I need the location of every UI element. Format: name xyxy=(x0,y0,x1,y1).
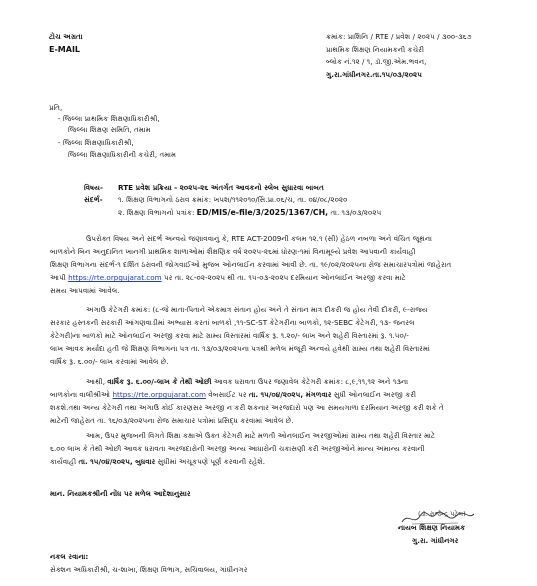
para3-line4: માટેની જાહેરાત તા. ૧૬/૦૩/૨૦૨૫ના રોજ સમાચાર પત્રોમાં પ્રસિદ્ધ કરવામાં આવેલ છે. xyxy=(50,416,294,425)
para3-line2: બાળકોના વાલીશ્રીઓ https://rte.orpgujarat.com વેબસાઈટ પર તા. ૧૫/૦૪/૨૦૨૫, મંગળવાર સુધી ઓનલાઈન અરજી કરી xyxy=(50,390,417,399)
signatory-title: નાયબ શિક્ષણ નિયામક xyxy=(398,523,466,532)
reference-label: સંદર્ભ- xyxy=(84,195,103,204)
para2-line4: લાખ આવક મર્યાદા હતી જે શિક્ષણ વિભાગના પત્ર તા. ૧૩/૦૩/૨૦૨૫ના પત્રથી મળેલ મંજૂરી અન્વયે હવેથી ગ્રામ્ય તથા શહેરી વિસ્તારમાં xyxy=(50,344,430,353)
para3-line1: આથી, વાર્ષિક રૂ. ૬.૦૦/-લાખ કે તેથી ઓછી આવક ધરાવતા ઉપર જણાવેલ કેટેગરી ક્રમાંક: ૮,૯,૧૧,૧૨ અને ૧૩ના xyxy=(86,377,409,386)
subject-label: વિષય- xyxy=(84,183,103,192)
copy-recipient: સેક્શન અધિકારીશ્રી, ચ-શાખા, શિક્ષણ વિભાગ, સચિવાલય, ગાંધીનગર xyxy=(50,565,248,574)
recipient-line-4: જિલ્લા શિક્ષણાધિકારીની કચેરી, તમામ xyxy=(68,150,177,159)
recipient-line-2: જિલ્લા શિક્ષણ સમિતિ, તમામ xyxy=(68,125,151,134)
rte-website-link[interactable]: https://rte.orpgujarat.com xyxy=(68,273,162,282)
subject-text: RTE પ્રવેશ પ્રક્રિયા - ૨૦૨૫-૨૬ અંતર્ગત આવકનો સ્લેબ સુધારવા બાબત xyxy=(118,183,324,192)
para4-line2: ૬.૦૦ લાખ કે તેથી ઓછી આવક ધરાવતા અરજદારોની અરજી અન્ય આધારોની ચકાસણી કરી અરજીઓને માન્ય અમાન્ય કરવાની xyxy=(50,444,425,453)
reference-2: ૨. શિક્ષણ વિભાગનો પત્રાંક: ED/MIS/e-file/3/2025/1367/CH, તા. ૧૩/૦૩/૨૦૨૫ xyxy=(118,208,382,217)
recipient-line-3: - જિલ્લા શિક્ષણાધિકારીશ્રી, xyxy=(58,138,134,147)
letter-date: ગુ.રા.ગાંધીનગર.તા.૧૫/૦૩/૨૦૨૫ xyxy=(326,70,422,79)
priority-label: ટોચ અગ્રતા xyxy=(49,32,83,41)
para2-line1: અગાઉ કેટેગરી ક્રમાંક: (૮-જે માતા-પિતાને એકમાત્ર સંતાન હોય અને તે સંતાન માત્ર દીકરી જ હોય તેવી દીકરી, ૯-રાજ્ય xyxy=(86,305,428,314)
para4-line1: આમ, ઉપર મુજબની વિગતે શિક્ષા કક્ષાએ ઉક્ત કેટેગરી માટે મળતી ઓનલાઈન અરજીઓમાં ગ્રામ્ય તથા શહેરી વિસ્તાર માટે xyxy=(86,431,436,440)
para4-line3: કાર્યવાહી તા. ૧૫/૦૪/૨૦૨૫, બુધવાર સુધીમાં અચૂકપણે પૂર્ણ કરવાની રહેશે. xyxy=(50,457,266,466)
para2-line5: વાર્ષિક રૂ. ૬.૦૦/- લાખ કરવામાં આવેલ છે. xyxy=(50,357,169,366)
para1-line5: સમય આપવામાં આવેલ. xyxy=(50,286,120,295)
copy-label: નકલ રવાના: xyxy=(50,552,89,561)
reference-2-code: ED/MIS/e-file/3/2025/1367/CH, xyxy=(196,208,329,217)
reference-1: ૧. શિક્ષણ વિભાગનો ઠરાવ ક્રમાંક: ખપશ/૧૧૨૦૧૦/સિ.પ્રા.૦૬/ચ, તા. ૦૪/૦૮/૨૦૨૦ xyxy=(118,195,348,204)
para1-line4: આપી https://rte.orpgujarat.com પર તા. ૨૮-૦૨-૨૦૨૫ થી તા. ૧૫-૦૩-૨૦૨૫ દરમિયાન ઓનલાઈન અરજી કરવા માટે xyxy=(50,273,406,282)
signatory-place: ગુ.રા. ગાંધીનગર xyxy=(412,536,459,545)
signatory-name: (ડૉ. રાજેન્દ્ર પટેલ) xyxy=(418,510,466,518)
para1-line3: શિક્ષણ વિભાગના સંદર્ભ-૧ દર્શિત ઠરાવની જોગવાઈઓ મુજબ ઓનલાઈન કરવામાં આવી છે. તા. ૧૯/૦૨/૨૦૨૫ના રોજ સમાચારપત્રોમાં જાહેરાત xyxy=(50,260,452,269)
approval-note: માન. નિયામકશ્રીની નોંધ પર મળેલ આદેશાનુસાર xyxy=(50,489,191,498)
para1-line1: ઉપરોક્ત વિષય અને સંદર્ભ અન્વયે જણાવવાનું કે, RTE ACT-2009ની કલમ ૧૨.૧ (સી) હેઠળ નબળા અને વંચિત જૂથના xyxy=(86,234,433,243)
office-address: બ્લોક નં.૧૨ / ૧, ડૉ.જી.એમ.ભવન, xyxy=(326,57,427,66)
email-label: E-MAIL xyxy=(49,45,81,54)
para2-line2: સરકાર હસ્તકની સરકારી આંગણવાડીમાં અભ્યાસ કરતાં બાળકો ,૧૧-SC-ST કેટેગરીના બાળકો, ૧૨-SEBC કેટેગરી, ૧૩- જનરલ xyxy=(50,318,415,327)
para2-line3: કેટેગરી)ના બાળકો માટે ઓનલાઈન અરજી કરવા માટે ગ્રામ્ય વિસ્તારમાં વાર્ષિક રૂ. ૧.૨૦/- લાખ અને શહેરી વિસ્તારમાં રૂ. ૧.૫૦/- xyxy=(50,331,409,340)
para1-line2: બાળકોને બિન અનુદાનિત ખાનગી પ્રાથમિક શાળાઓમાં શૈક્ષણિક વર્ષ ૨૦૨૫-૨૬માં ધોરણ-૧માં વિનામૂલ્યે પ્રવેશ આપવાની કાર્યવાહી xyxy=(50,247,416,256)
office-name: પ્રાથમિક શિક્ષણ નિયામકની કચેરી xyxy=(326,45,425,54)
letter-number: ક્રમાંક: પ્રાશિનિ / RTE / પ્રવેશ / ૨૦૨૫ / ૩૦૦-૩૬૭ xyxy=(326,32,472,41)
para3-line3: શકશે.તથા અન્ય કેટેગરી તથા અગાઉ કોઈ કારણસર અરજી ન કરી શકનાર અરજદારો પણ આ સમયગાળા દરમિયાન અરજી કરી શકે તે xyxy=(50,403,444,412)
recipient-prefix: પ્રતિ, xyxy=(49,103,63,112)
recipient-line-1: - જિલ્લા પ્રાથમિક શિક્ષણાધિકારીશ્રી, xyxy=(58,114,160,123)
rte-website-link-2[interactable]: https://rte.orpgujarat.com xyxy=(112,390,206,399)
